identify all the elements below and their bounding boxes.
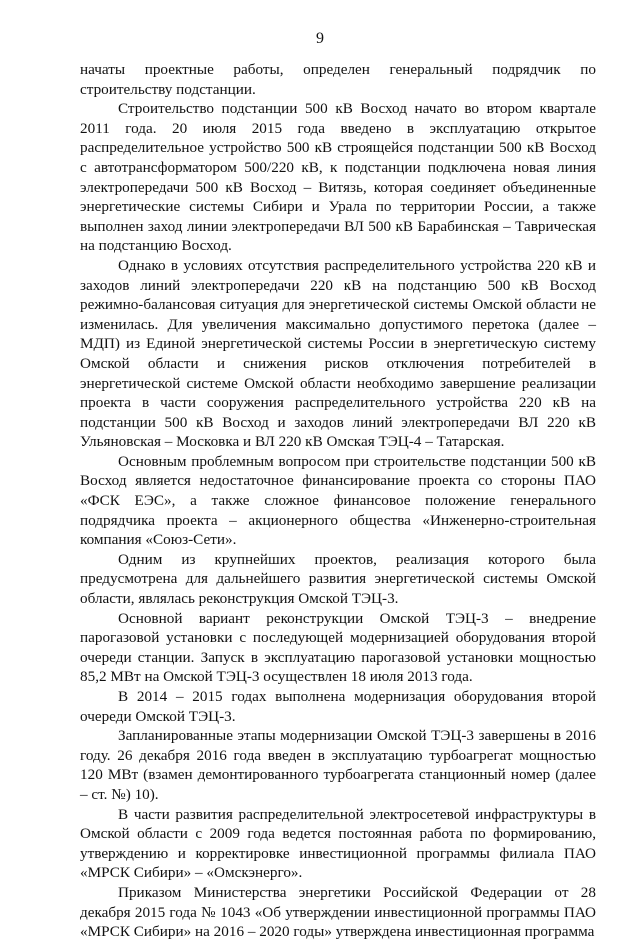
paragraph: Запланированные этапы модернизации Омской ТЭЦ-3 завершены в 2016 году. 26 декабря 2016 года введен в эксплуатацию турбоагрегат мощностью 120 МВт (взамен демонтированного турбоагрегата станционный номер (далее – ст. №) 10). (80, 727, 596, 803)
paragraph: Приказом Министерства энергетики Российской Федерации от 28 декабря 2015 года № 1043 «Об утверждении инвестиционной программы ПАО «МРСК Сибири» на 2016 – 2020 годы» утверждена инвестиционная программа (80, 883, 596, 941)
paragraph: В 2014 – 2015 годах выполнена модернизация оборудования второй очереди Омской ТЭЦ-3. (80, 688, 596, 725)
paragraph: В части развития распределительной электросетевой инфраструктуры в Омской области с 2009 года ведется постоянная работа по формированию, утверждению и корректировке инвестиционной программы филиала ПАО «МРСК Сибири» – «Омскэнерго». (80, 805, 596, 882)
paragraph: Основным проблемным вопросом при строительстве подстанции 500 кВ Восход является недостаточное финансирование проекта со стороны ПАО «ФСК ЕЭС», а также сложное финансовое положение генерального подрядчика проекта – акционерного общества «Инженерно-строительная компания «Союз-Сети». (80, 452, 596, 549)
page-number: 9 (316, 30, 324, 47)
paragraph: Основной вариант реконструкции Омской ТЭЦ-3 – внедрение парогазовой установки с последующей модернизацией оборудования второй очереди станции. Запуск в эксплуатацию парогазовой установки мощностью 85,2 МВт на Омской ТЭЦ-3 осуществлен 18 июля 2013 года. (80, 609, 596, 686)
paragraph: Строительство подстанции 500 кВ Восход начато во втором квартале 2011 года. 20 июля 2015 года введено в эксплуатацию открытое распределительное устройство 500 кВ строящейся подстанции 500 кВ Восход с автотрансформатором 500/220 кВ, к подстанции подключена новая линия электропередачи 500 кВ Восход – Витязь, которая соединяет объединенные энергетические системы Сибири и Урала по территории России, а также выполнен заход линии электропередачи ВЛ 500 кВ Барабинская – Таврическая на подстанцию Восход. (80, 100, 596, 255)
paragraph: Однако в условиях отсутствия распределительного устройства 220 кВ и заходов линий электропередачи 220 кВ на подстанцию 500 кВ Восход режимно-балансовая ситуация для энергетической системы Омской области не изменилась. Для увеличения максимально допустимого перетока (далее – МДП) из Единой энергетической системы России в энергетическую систему Омской области и снижения рисков отключения потребителей в энергетической системе Омской области необходимо завершение реализации проекта в части сооружения распределительного устройства 220 кВ на подстанции 500 кВ Восход и заходов линий электропередачи ВЛ 220 кВ Ульяновская – Московка и ВЛ 220 кВ Омская ТЭЦ-4 – Татарская. (80, 256, 596, 451)
paragraph: Одним из крупнейших проектов, реализация которого была предусмотрена для дальнейшего развития энергетической системы Омской области, являлась реконструкция Омской ТЭЦ-3. (80, 550, 596, 608)
paragraph: начаты проектные работы, определен генеральный подрядчик по строительству подстанции. (80, 61, 596, 98)
document-body (80, 60, 596, 942)
